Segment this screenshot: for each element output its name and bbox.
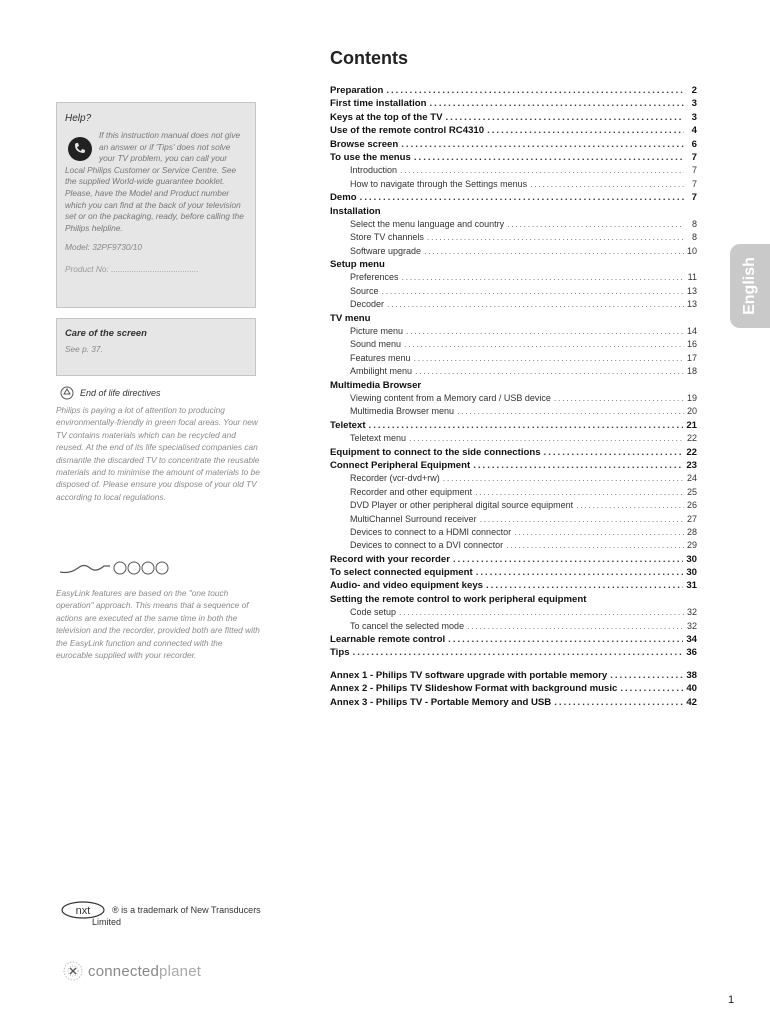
toc-dot-leader (476, 566, 684, 579)
toc-entry-title: DVD Player or other peripheral digital source equipment (350, 500, 574, 511)
easylink-text: EasyLink features are based on the "one touch operation" approach. This means that a sequence of actions are executed at the same time in both the television and the recorder, provided both are fitted with the EasyLink function and connected with the eurocable supplied with your recorder. (56, 588, 260, 661)
toc-dot-leader (414, 352, 684, 365)
toc-page-number: 8 (691, 232, 697, 243)
toc-page-number: 31 (686, 580, 697, 592)
toc-entry-title: Preferences (350, 272, 399, 283)
toc-dot-leader (544, 446, 684, 459)
toc-entry-title: Sound menu (350, 339, 402, 350)
toc-subentry (330, 472, 697, 485)
toc-page-number: 38 (686, 669, 697, 681)
toc-dot-leader (487, 124, 684, 137)
toc-dot-leader (448, 633, 683, 646)
easylink-logo (58, 556, 188, 580)
toc-dot-leader (400, 164, 684, 177)
toc-dot-leader (457, 405, 684, 418)
toc-gap (330, 660, 697, 669)
toc-page-number: 34 (686, 634, 697, 646)
toc-subentry (330, 513, 697, 526)
toc-entry-title: Annex 3 - Philips TV - Portable Memory and USB (330, 696, 552, 708)
toc-page-number: 16 (686, 339, 697, 350)
toc-entry-title: Code setup (350, 607, 397, 618)
nxt-line1: ® is a trademark of New Transducers (112, 905, 261, 915)
toc-entry (330, 682, 697, 695)
toc-page-number: 13 (686, 285, 697, 296)
language-tab-label: English (741, 257, 758, 315)
toc-entry (330, 191, 697, 204)
toc-dot-leader (530, 178, 684, 191)
toc-entry-title: Keys at the top of the TV (330, 111, 443, 123)
toc-entry (330, 205, 697, 218)
toc-page-number: 32 (686, 607, 697, 618)
toc-page-number: 10 (686, 245, 697, 256)
toc-entry (330, 459, 697, 472)
toc-page-number: 18 (686, 366, 697, 377)
toc-page-number: 25 (686, 486, 697, 497)
toc-subentry (330, 325, 697, 338)
toc-page-number: 11 (687, 272, 697, 283)
toc-page-number: 32 (686, 620, 697, 631)
toc-entry-title: Devices to connect to a HDMI connector (350, 526, 512, 537)
toc-dot-leader (353, 646, 684, 659)
toc-entry-title: Recorder and other equipment (350, 486, 473, 497)
toc-entry-title: Preparation (330, 85, 384, 96)
toc-dot-leader (399, 606, 684, 619)
toc-page-number: 7 (691, 178, 697, 189)
toc-page-number: 30 (686, 567, 697, 579)
toc-entry-title: Annex 2 - Philips TV Slideshow Format with background music (330, 683, 618, 695)
nxt-logo-text: nxt (75, 905, 91, 917)
toc-entry (330, 696, 697, 709)
toc-entry-title: Store TV channels (350, 232, 424, 243)
toc-dot-leader (424, 245, 684, 258)
toc-subentry (330, 499, 697, 512)
toc-dot-leader (406, 325, 684, 338)
toc-dot-leader (507, 218, 684, 231)
toc-entry (330, 97, 697, 110)
toc-page-number: 42 (686, 696, 697, 708)
toc-entry (330, 312, 697, 325)
toc-page-number: 23 (686, 459, 697, 471)
toc-dot-leader (620, 682, 683, 695)
toc-subentry (330, 285, 697, 298)
toc-entry-title: Multimedia Browser menu (350, 406, 455, 417)
toc-entry (330, 111, 697, 124)
toc-subentry (330, 298, 697, 311)
toc-entry-title: Viewing content from a Memory card / USB device (350, 392, 551, 403)
toc-entry (330, 258, 697, 271)
toc-page-number: 29 (686, 540, 697, 551)
toc-page-number: 28 (686, 526, 697, 537)
toc-entry (330, 84, 697, 97)
toc-page-number: 3 (691, 111, 697, 123)
toc-entry-title: Setting the remote control to work peripheral equipment (330, 593, 587, 605)
toc-page-number: 22 (686, 433, 697, 444)
toc-entry-title: Demo (330, 192, 357, 204)
toc-entry (330, 379, 697, 392)
toc-dot-leader (554, 392, 684, 405)
toc-subentry (330, 245, 697, 258)
toc-entry-title: To select connected equipment (330, 567, 473, 579)
toc-entry (330, 646, 697, 659)
toc-entry-title: Teletext menu (350, 433, 407, 444)
toc-dot-leader (369, 419, 684, 432)
toc-dot-leader (409, 432, 684, 445)
toc-entry-title: Features menu (350, 352, 411, 363)
toc-entry-title: Tips (330, 647, 350, 659)
toc-page-number: 26 (686, 500, 697, 511)
toc-page-number: 4 (691, 125, 697, 137)
toc-dot-leader (387, 298, 684, 311)
page-number: 1 (728, 994, 735, 1006)
toc-entry-title: Picture menu (350, 326, 404, 337)
care-title: Care of the screen (65, 327, 147, 338)
toc-dot-leader (486, 579, 683, 592)
help-product: Product No: ...................................... (65, 264, 199, 275)
toc-entry-title: Learnable remote control (330, 634, 446, 646)
toc-subentry (330, 526, 697, 539)
toc-page-number: 19 (686, 392, 697, 403)
toc-dot-leader (414, 151, 684, 164)
toc-entry-title: Audio- and video equipment keys (330, 580, 483, 592)
toc-entry-title: How to navigate through the Settings menus (350, 178, 528, 189)
toc-entry-title: TV menu (330, 312, 371, 324)
care-box (56, 318, 256, 376)
toc-subentry (330, 365, 697, 378)
toc-entry (330, 138, 697, 151)
toc-subentry (330, 620, 697, 633)
language-tab (730, 244, 770, 328)
eol-title: End of life directives (80, 388, 161, 398)
toc-page-number: 7 (691, 151, 697, 163)
toc-entry-title: To cancel the selected mode (350, 620, 465, 631)
contents-title: Contents (330, 48, 408, 68)
toc-entry-title: Decoder (350, 299, 385, 310)
toc-entry-title: Software upgrade (350, 245, 422, 256)
connected-planet-icon (62, 960, 84, 982)
toc-page-number: 6 (691, 138, 697, 150)
toc-dot-leader (443, 472, 684, 485)
toc-dot-leader (473, 459, 683, 472)
toc-page-number: 3 (691, 98, 697, 110)
toc-dot-leader (480, 513, 684, 526)
nxt-trademark (60, 900, 261, 920)
toc-entry-title: Browse screen (330, 138, 399, 150)
help-box (56, 102, 256, 308)
toc-entry-title: Introduction (350, 165, 398, 176)
toc-subentry (330, 338, 697, 351)
toc-dot-leader (401, 138, 684, 151)
toc-entry-title: Select the menu language and country (350, 218, 505, 229)
toc-page-number: 8 (691, 218, 697, 229)
toc-subentry (330, 164, 697, 177)
toc-page-number: 17 (686, 352, 697, 363)
toc-entry-title: MultiChannel Surround receiver (350, 513, 477, 524)
toc-dot-leader (514, 526, 684, 539)
toc-page-number: 24 (686, 473, 697, 484)
toc-page-number: 13 (686, 299, 697, 310)
toc-subentry (330, 231, 697, 244)
toc-dot-leader (506, 539, 684, 552)
toc-dot-leader (453, 553, 683, 566)
toc-entry (330, 593, 697, 606)
toc-page-number: 40 (686, 683, 697, 695)
care-sub: See p. 37. (65, 344, 103, 354)
toc-entry-title: Equipment to connect to the side connections (330, 446, 541, 458)
toc-entry (330, 124, 697, 137)
toc-entry-title: First time installation (330, 98, 427, 110)
help-title: Help? (65, 113, 92, 124)
toc-entry-title: Devices to connect to a DVI connector (350, 540, 504, 551)
toc-subentry (330, 432, 697, 445)
toc-dot-leader (386, 84, 684, 97)
easylink-section (56, 556, 261, 661)
toc-subentry (330, 486, 697, 499)
table-of-contents (330, 84, 697, 709)
toc-entry (330, 633, 697, 646)
toc-page-number: 14 (686, 326, 697, 337)
toc-page-number: 2 (691, 85, 697, 96)
toc-subentry (330, 271, 697, 284)
toc-entry (330, 151, 697, 164)
toc-subentry (330, 352, 697, 365)
toc-dot-leader (382, 285, 684, 298)
toc-subentry (330, 539, 697, 552)
helpline-phone-icon (67, 136, 93, 162)
toc-entry-title: Ambilight menu (350, 366, 413, 377)
toc-subentry (330, 405, 697, 418)
toc-page-number: 22 (686, 446, 697, 458)
toc-entry (330, 579, 697, 592)
toc-entry-title: Teletext (330, 419, 366, 431)
end-of-life-section (56, 386, 261, 503)
help-model: Model: 32PF9730/10 (65, 242, 143, 253)
toc-page-number: 21 (686, 419, 697, 431)
toc-dot-leader (576, 499, 684, 512)
toc-dot-leader (430, 97, 685, 110)
toc-dot-leader (445, 111, 684, 124)
toc-page-number: 20 (686, 406, 697, 417)
toc-dot-leader (404, 338, 684, 351)
toc-subentry (330, 218, 697, 231)
help-text: If this instruction manual does not give an answer or if 'Tips' does not solve your TV problem, you can call your Local Philips Customer or Service Centre. See the supplied World-wide guarantee booklet. Please, have the Model and Product number which you can find at the back of your television set or on the packaging, ready, before calling the Philips helpline. (65, 130, 244, 233)
toc-subentry (330, 178, 697, 191)
toc-dot-leader (427, 231, 684, 244)
toc-page-number: 27 (686, 513, 697, 524)
toc-dot-leader (467, 620, 684, 633)
toc-subentry (330, 606, 697, 619)
toc-entry-title: Connect Peripheral Equipment (330, 459, 471, 471)
toc-entry (330, 446, 697, 459)
toc-dot-leader (610, 669, 683, 682)
toc-entry-title: Multimedia Browser (330, 379, 422, 391)
toc-page-number: 7 (691, 192, 697, 204)
connected-planet-logo (62, 960, 201, 982)
nxt-line2: Limited (92, 917, 122, 927)
toc-entry (330, 553, 697, 566)
toc-entry (330, 669, 697, 682)
recycle-icon (60, 386, 74, 400)
toc-page-number: 36 (686, 647, 697, 659)
toc-subentry (330, 392, 697, 405)
toc-dot-leader (475, 486, 684, 499)
toc-dot-leader (554, 696, 683, 709)
toc-dot-leader (402, 271, 684, 284)
toc-entry-title: Use of the remote control RC4310 (330, 125, 485, 137)
toc-entry (330, 419, 697, 432)
connected-text: connected (88, 962, 160, 980)
toc-dot-leader (360, 191, 684, 204)
eol-text: Philips is paying a lot of attention to producing environmentally-friendly in green focal areas. Your new TV contains materials which can be recycled and reused. At the end of its life specialised companies can dismantle the discarded TV to concentrate the reusable materials and to minimise the amount of materials to be disposed of. Please ensure you dispose of your old TV according to local regulations. (56, 405, 260, 502)
toc-entry-title: Annex 1 - Philips TV software upgrade with portable memory (330, 669, 608, 681)
toc-entry-title: Installation (330, 205, 381, 217)
toc-dot-leader (415, 365, 684, 378)
toc-entry-title: Setup menu (330, 259, 385, 271)
toc-page-number: 7 (691, 165, 697, 176)
toc-entry (330, 566, 697, 579)
toc-entry-title: Recorder (vcr-dvd+rw) (350, 473, 440, 484)
toc-entry-title: Record with your recorder (330, 553, 450, 565)
toc-entry-title: Source (350, 285, 379, 296)
toc-entry-title: To use the menus (330, 151, 411, 163)
toc-page-number: 30 (686, 553, 697, 565)
planet-text: planet (159, 962, 202, 980)
